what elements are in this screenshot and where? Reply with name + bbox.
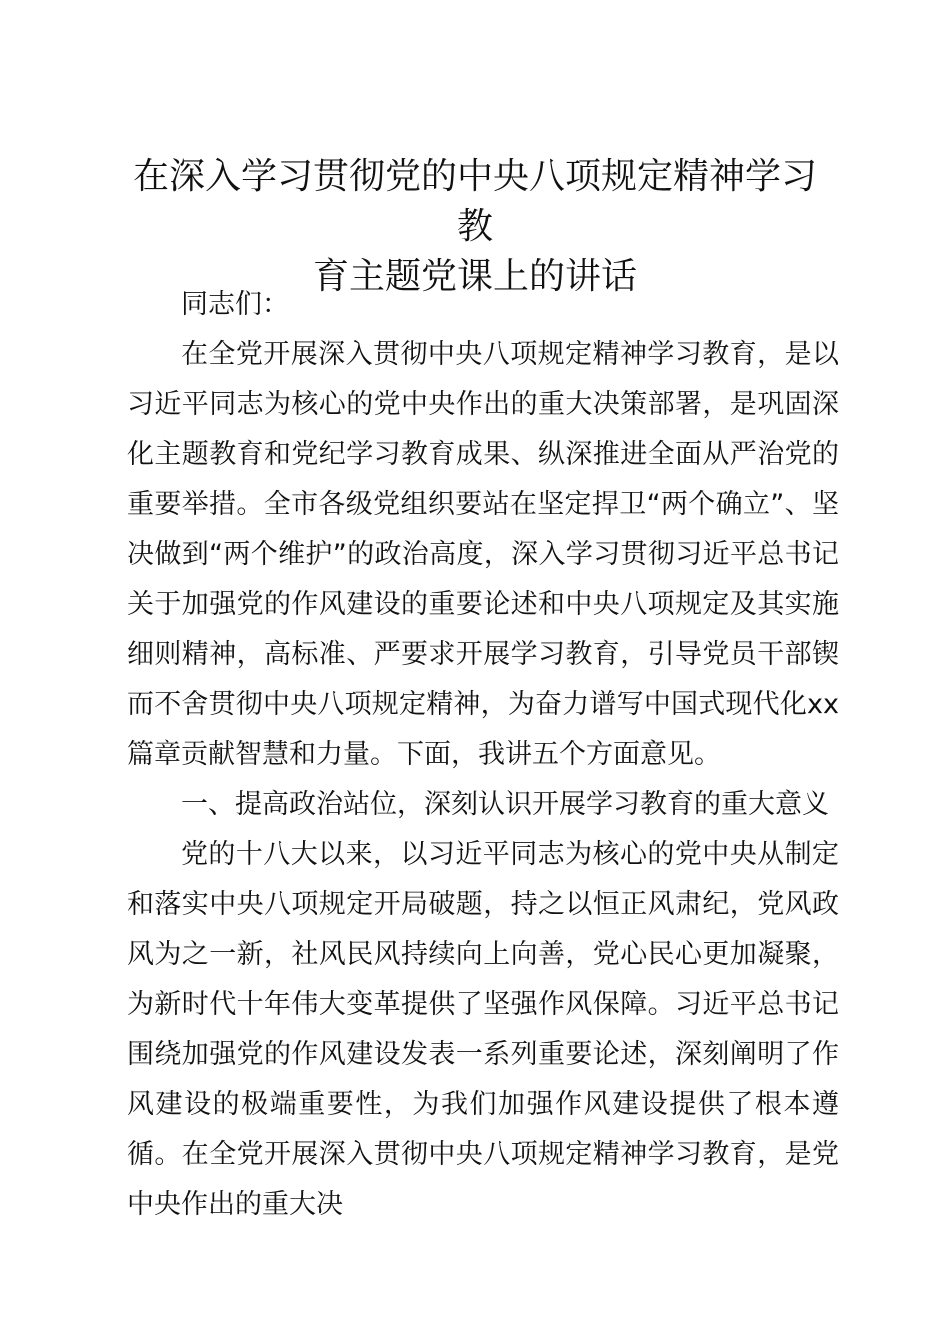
section-paragraph: 党的十八大以来，以习近平同志为核心的党中央从制定和落实中央八项规定开局破题，持之以恒正风肃纪，党风政风为之一新，社风民风持续向上向善，党心民心更加凝聚，为新时代十年伟大变革提供了坚强作风保障。习近平总书记围绕加强党的作风建设发表一系列重要论述，深刻阐明了作风建设的极端重要性，为我们加强作风建设提供了根本遵循。在全党开展深入贯彻中央八项规定精神学习教育，是党中央作出的重大决	[127, 839, 839, 1220]
section-heading: 一、提高政治站位，深刻认识开展学习教育的重大意义	[181, 789, 829, 820]
document-body	[127, 280, 839, 1230]
salutation: 同志们：	[181, 289, 289, 320]
title-line-1: 在深入学习贯彻党的中央八项规定精神学习教	[132, 156, 817, 247]
title-line-2: 育主题党课上的讲话	[312, 256, 637, 297]
intro-paragraph: 在全党开展深入贯彻中央八项规定精神学习教育，是以习近平同志为核心的党中央作出的重大决策部署，是巩固深化主题教育和党纪学习教育成果、纵深推进全面从严治党的重要举措。全市各级党组织要站在坚定捍卫“两个确立”、坚决做到“两个维护”的政治高度，深入学习贯彻习近平总书记关于加强党的作风建设的重要论述和中央八项规定及其实施细则精神，高标准、严要求开展学习教育，引导党员干部锲而不舍贯彻中央八项规定精神，为奋力谱写中国式现代化xx篇章贡献智慧和力量。下面，我讲五个方面意见。	[127, 339, 839, 770]
